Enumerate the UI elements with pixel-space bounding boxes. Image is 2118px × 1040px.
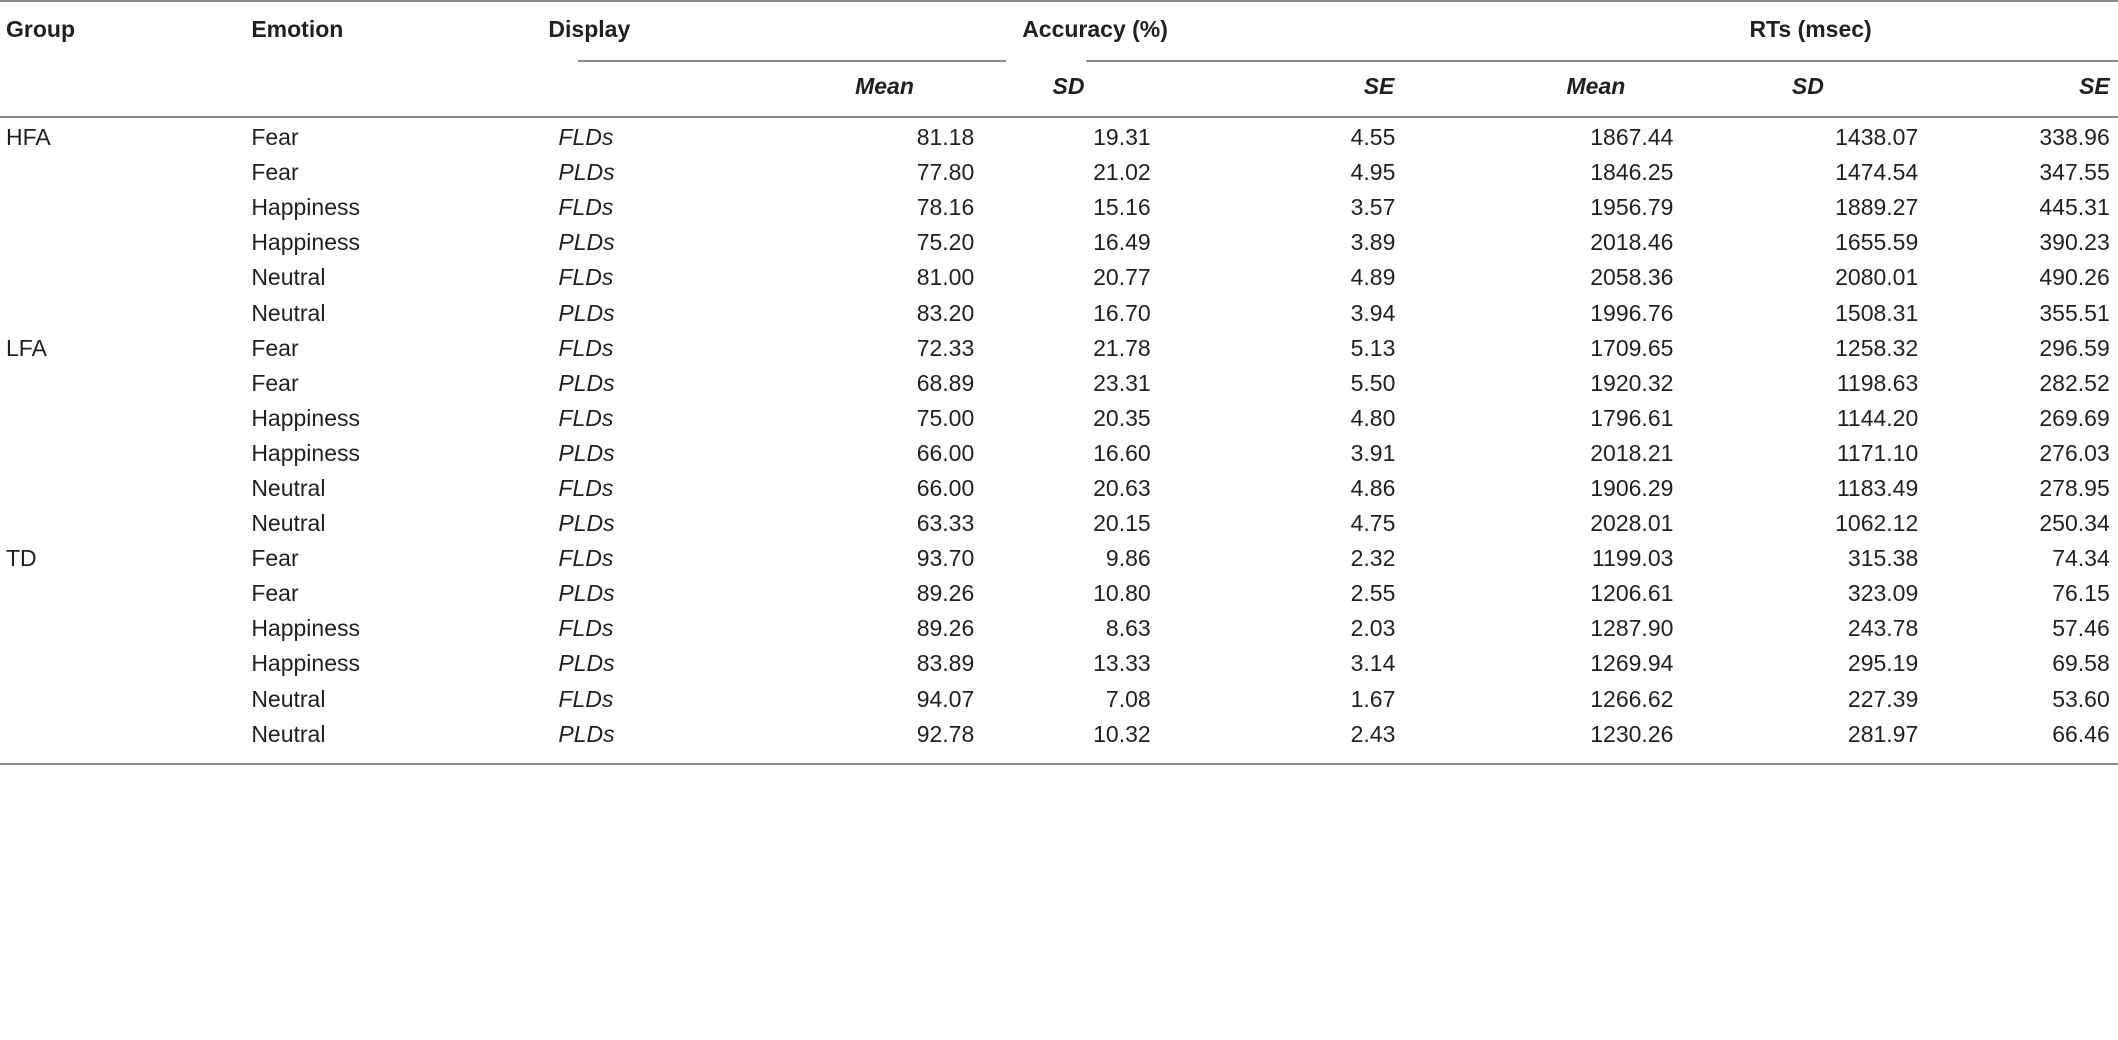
rt-se-cell: 390.23: [2039, 229, 2110, 256]
emotion-cell: Neutral: [251, 720, 326, 747]
pad-cell: [2110, 682, 2118, 717]
rt-se-cell: 490.26: [2039, 264, 2110, 291]
emotion-cell: Happiness: [251, 615, 360, 642]
emotion-cell: Happiness: [251, 194, 360, 221]
rt-mean-cell: 1709.65: [1590, 334, 1674, 361]
header-pad: [2110, 58, 2118, 114]
gap-cell: [1402, 114, 1511, 155]
display-cell: FLDs: [558, 194, 614, 221]
table-row: [0, 190, 2118, 225]
emotion-cell: Neutral: [251, 299, 326, 326]
display-cell: FLDs: [558, 685, 614, 712]
gap-cell: [1402, 295, 1511, 330]
table-row: [0, 401, 2118, 436]
rt-mean-cell: 1867.44: [1590, 124, 1674, 151]
group-cell: [0, 155, 245, 190]
rt-sd-cell: 1508.31: [1835, 299, 1919, 326]
table-row: [0, 682, 2118, 717]
accuracy-mean-cell: 89.26: [916, 615, 975, 642]
header-display: Display: [548, 15, 631, 42]
display-cell: FLDs: [558, 264, 614, 291]
pad-cell: [2110, 506, 2118, 541]
accuracy-mean-cell: 77.80: [916, 159, 975, 186]
display-cell: PLDs: [558, 580, 615, 607]
rt-sd-cell: 1474.54: [1835, 159, 1919, 186]
table-row: [0, 646, 2118, 681]
group-cell: [0, 471, 245, 506]
display-cell: FLDs: [558, 334, 614, 361]
group-cell: [0, 611, 245, 646]
header-pad: [2110, 0, 2118, 58]
accuracy-sd-cell: 8.63: [1105, 615, 1151, 642]
display-cell: FLDs: [558, 124, 614, 151]
gap-cell: [1402, 155, 1511, 190]
gap-cell: [1402, 190, 1511, 225]
display-cell: FLDs: [558, 545, 614, 572]
display-cell: FLDs: [558, 474, 614, 501]
table-row: [0, 436, 2118, 471]
pad-cell: [2110, 260, 2118, 295]
header-blank: [542, 58, 787, 114]
accuracy-se-cell: 2.32: [1350, 545, 1396, 572]
group-cell: [0, 682, 245, 717]
rt-se-cell: 355.51: [2039, 299, 2110, 326]
rt-mean-cell: 2058.36: [1590, 264, 1674, 291]
accuracy-sd-cell: 10.32: [1093, 720, 1151, 747]
rt-mean-cell: 1266.62: [1590, 685, 1674, 712]
gap-cell: [1402, 471, 1511, 506]
pad-cell: [2110, 576, 2118, 611]
display-cell: PLDs: [558, 369, 615, 396]
table-row: [0, 260, 2118, 295]
rt-mean-cell: 1230.26: [1590, 720, 1674, 747]
pad-cell: [2110, 401, 2118, 436]
emotion-cell: Fear: [251, 545, 299, 572]
rt-se-cell: 278.95: [2039, 474, 2110, 501]
rt-se-cell: 76.15: [2052, 580, 2110, 607]
rt-mean-cell: 1199.03: [1591, 545, 1674, 572]
accuracy-sd-cell: 16.60: [1093, 439, 1151, 466]
header-acc-mean: Mean: [855, 72, 914, 99]
table-row: [0, 717, 2118, 752]
accuracy-sd-cell: 9.86: [1105, 545, 1151, 572]
pad-cell: [2110, 114, 2118, 155]
rt-sd-cell: 2080.01: [1835, 264, 1919, 291]
emotion-cell: Happiness: [251, 439, 360, 466]
accuracy-mean-cell: 72.33: [916, 334, 975, 361]
gap-cell: [1402, 717, 1511, 752]
group-cell: [0, 190, 245, 225]
gap-cell: [1402, 611, 1511, 646]
rt-se-cell: 66.46: [2052, 720, 2110, 747]
header-rt-se: SE: [2079, 72, 2110, 99]
table-row: [0, 155, 2118, 190]
emotion-cell: Neutral: [251, 685, 326, 712]
accuracy-se-cell: 3.94: [1350, 299, 1396, 326]
rt-se-cell: 347.55: [2039, 159, 2110, 186]
rt-se-cell: 269.69: [2039, 404, 2110, 431]
pad-cell: [2110, 331, 2118, 366]
accuracy-mean-cell: 83.20: [916, 299, 975, 326]
gap-cell: [1402, 506, 1511, 541]
accuracy-se-cell: 4.95: [1350, 159, 1396, 186]
header-acc-se: SE: [1363, 72, 1395, 99]
accuracy-sd-cell: 21.02: [1093, 159, 1151, 186]
table-row: [0, 541, 2118, 576]
group-cell: [0, 260, 245, 295]
pad-cell: [2110, 471, 2118, 506]
pad-cell: [2110, 436, 2118, 471]
header-row-sub: [0, 58, 2118, 114]
accuracy-se-cell: 4.80: [1350, 404, 1396, 431]
rt-mean-cell: 1920.32: [1590, 369, 1674, 396]
group-cell: HFA: [6, 124, 51, 151]
group-cell: [0, 295, 245, 330]
group-cell: [0, 646, 245, 681]
accuracy-mean-cell: 66.00: [916, 474, 975, 501]
table-row: [0, 576, 2118, 611]
rt-se-cell: 69.58: [2052, 650, 2110, 677]
accuracy-sd-cell: 21.78: [1093, 334, 1151, 361]
header-emotion: Emotion: [251, 15, 344, 42]
group-cell: [0, 225, 245, 260]
emotion-cell: Fear: [251, 580, 299, 607]
header-accuracy: Accuracy (%): [1022, 15, 1168, 42]
accuracy-sd-cell: 7.08: [1105, 685, 1151, 712]
group-cell: TD: [6, 545, 37, 572]
display-cell: PLDs: [558, 159, 615, 186]
accuracy-se-cell: 4.55: [1350, 124, 1396, 151]
group-cell: LFA: [6, 334, 47, 361]
rt-se-cell: 74.34: [2052, 545, 2110, 572]
rt-mean-cell: 2018.46: [1590, 229, 1674, 256]
emotion-cell: Fear: [251, 124, 299, 151]
display-cell: PLDs: [558, 720, 615, 747]
accuracy-se-cell: 3.91: [1350, 439, 1396, 466]
emotion-cell: Fear: [251, 369, 299, 396]
accuracy-se-cell: 4.75: [1350, 510, 1396, 537]
rt-sd-cell: 1183.49: [1836, 474, 1919, 501]
rt-mean-cell: 1287.90: [1590, 615, 1674, 642]
group-cell: [0, 366, 245, 401]
header-gap: [1402, 58, 1511, 114]
accuracy-sd-cell: 20.77: [1093, 264, 1151, 291]
emotion-cell: Neutral: [251, 510, 326, 537]
rt-mean-cell: 2028.01: [1590, 510, 1674, 537]
pad-cell: [2110, 225, 2118, 260]
emotion-cell: Fear: [251, 334, 299, 361]
display-cell: FLDs: [558, 615, 614, 642]
display-cell: FLDs: [558, 404, 614, 431]
display-cell: PLDs: [558, 650, 615, 677]
accuracy-mean-cell: 75.20: [916, 229, 975, 256]
accuracy-mean-cell: 75.00: [916, 404, 975, 431]
rt-se-cell: 282.52: [2039, 369, 2110, 396]
accuracy-sd-cell: 16.70: [1093, 299, 1151, 326]
pad-cell: [2110, 366, 2118, 401]
rt-sd-cell: 1144.20: [1836, 404, 1919, 431]
gap-cell: [1402, 646, 1511, 681]
accuracy-se-cell: 4.86: [1350, 474, 1396, 501]
gap-cell: [1402, 401, 1511, 436]
table-row: [0, 611, 2118, 646]
header-rt-sd: SD: [1791, 72, 1824, 99]
emotion-cell: Happiness: [251, 404, 360, 431]
gap-cell: [1402, 436, 1511, 471]
accuracy-sd-cell: 20.35: [1093, 404, 1151, 431]
rt-sd-cell: 323.09: [1847, 580, 1919, 607]
header-acc-sd: SD: [1052, 72, 1085, 99]
table-row: [0, 366, 2118, 401]
table-header: [0, 0, 2118, 114]
accuracy-se-cell: 1.67: [1350, 685, 1396, 712]
rt-se-cell: 296.59: [2039, 334, 2110, 361]
gap-cell: [1402, 331, 1511, 366]
header-gap: [1402, 0, 1511, 58]
accuracy-mean-cell: 66.00: [916, 439, 975, 466]
gap-cell: [1402, 576, 1511, 611]
gap-cell: [1402, 682, 1511, 717]
gap-cell: [1402, 225, 1511, 260]
accuracy-mean-cell: 89.26: [916, 580, 975, 607]
accuracy-mean-cell: 94.07: [916, 685, 975, 712]
rt-sd-cell: 315.38: [1847, 545, 1919, 572]
group-cell: [0, 401, 245, 436]
rt-mean-cell: 1846.25: [1590, 159, 1674, 186]
rt-sd-cell: 1438.07: [1835, 124, 1919, 151]
group-cell: [0, 436, 245, 471]
accuracy-sd-cell: 13.33: [1093, 650, 1151, 677]
table-row: [0, 114, 2118, 155]
display-cell: PLDs: [558, 299, 615, 326]
rt-se-cell: 276.03: [2039, 439, 2110, 466]
emotion-cell: Neutral: [251, 474, 326, 501]
accuracy-mean-cell: 81.18: [916, 124, 975, 151]
rt-sd-cell: 295.19: [1847, 650, 1919, 677]
header-rts: RTs (msec): [1749, 15, 1872, 42]
emotion-cell: Happiness: [251, 650, 360, 677]
header-blank: [245, 58, 542, 114]
table-body: [0, 114, 2118, 752]
accuracy-mean-cell: 93.70: [916, 545, 975, 572]
accuracy-se-cell: 3.57: [1350, 194, 1396, 221]
header-blank: [0, 58, 245, 114]
rt-se-cell: 53.60: [2052, 685, 2110, 712]
rt-sd-cell: 243.78: [1847, 615, 1919, 642]
accuracy-mean-cell: 92.78: [916, 720, 975, 747]
pad-cell: [2110, 646, 2118, 681]
group-cell: [0, 717, 245, 752]
rt-sd-cell: 227.39: [1847, 685, 1919, 712]
pad-cell: [2110, 611, 2118, 646]
accuracy-sd-cell: 16.49: [1093, 229, 1151, 256]
rt-sd-cell: 1889.27: [1835, 194, 1919, 221]
rt-sd-cell: 1655.59: [1835, 229, 1919, 256]
accuracy-mean-cell: 81.00: [916, 264, 975, 291]
header-rt-mean: Mean: [1566, 72, 1626, 99]
pad-cell: [2110, 541, 2118, 576]
group-cell: [0, 576, 245, 611]
accuracy-mean-cell: 68.89: [916, 369, 975, 396]
pad-cell: [2110, 717, 2118, 752]
rt-mean-cell: 1956.79: [1590, 194, 1674, 221]
accuracy-se-cell: 5.50: [1350, 369, 1396, 396]
rt-se-cell: 445.31: [2039, 194, 2110, 221]
header-group: Group: [6, 15, 75, 42]
rt-mean-cell: 1996.76: [1590, 299, 1674, 326]
accuracy-se-cell: 3.89: [1350, 229, 1396, 256]
pad-cell: [2110, 190, 2118, 225]
display-cell: PLDs: [558, 229, 615, 256]
rt-sd-cell: 1062.12: [1835, 510, 1919, 537]
emotion-cell: Happiness: [251, 229, 360, 256]
display-cell: PLDs: [558, 510, 615, 537]
gap-cell: [1402, 260, 1511, 295]
accuracy-se-cell: 2.55: [1350, 580, 1396, 607]
pad-cell: [2110, 155, 2118, 190]
rt-se-cell: 338.96: [2039, 124, 2110, 151]
accuracy-sd-cell: 20.15: [1093, 510, 1151, 537]
rt-mean-cell: 1796.61: [1590, 404, 1674, 431]
table-row: [0, 331, 2118, 366]
accuracy-sd-cell: 20.63: [1093, 474, 1151, 501]
pad-cell: [2110, 295, 2118, 330]
accuracy-se-cell: 2.43: [1350, 720, 1396, 747]
display-cell: PLDs: [558, 439, 615, 466]
gap-cell: [1402, 541, 1511, 576]
accuracy-sd-cell: 10.80: [1093, 580, 1151, 607]
rt-mean-cell: 1906.29: [1590, 474, 1674, 501]
table-row: [0, 506, 2118, 541]
accuracy-sd-cell: 15.16: [1093, 194, 1151, 221]
accuracy-sd-cell: 19.31: [1093, 124, 1151, 151]
header-row-top: [0, 0, 2118, 58]
rt-mean-cell: 1206.61: [1590, 580, 1674, 607]
emotion-cell: Neutral: [251, 264, 326, 291]
accuracy-sd-cell: 23.31: [1093, 369, 1151, 396]
accuracy-se-cell: 2.03: [1350, 615, 1396, 642]
rt-se-cell: 57.46: [2052, 615, 2110, 642]
table-bottom-rule: [0, 763, 2118, 765]
rt-se-cell: 250.34: [2039, 510, 2110, 537]
gap-cell: [1402, 366, 1511, 401]
rt-mean-cell: 1269.94: [1590, 650, 1674, 677]
emotion-cell: Fear: [251, 159, 299, 186]
table-row: [0, 471, 2118, 506]
accuracy-se-cell: 4.89: [1350, 264, 1396, 291]
table-row: [0, 295, 2118, 330]
accuracy-mean-cell: 63.33: [916, 510, 975, 537]
accuracy-mean-cell: 78.16: [916, 194, 975, 221]
accuracy-mean-cell: 83.89: [916, 650, 975, 677]
accuracy-se-cell: 3.14: [1350, 650, 1396, 677]
rt-sd-cell: 1171.10: [1836, 439, 1919, 466]
rt-sd-cell: 281.97: [1847, 720, 1919, 747]
group-cell: [0, 506, 245, 541]
rt-sd-cell: 1258.32: [1835, 334, 1919, 361]
rt-mean-cell: 2018.21: [1590, 439, 1674, 466]
rt-sd-cell: 1198.63: [1836, 369, 1919, 396]
accuracy-se-cell: 5.13: [1350, 334, 1396, 361]
table-row: [0, 225, 2118, 260]
